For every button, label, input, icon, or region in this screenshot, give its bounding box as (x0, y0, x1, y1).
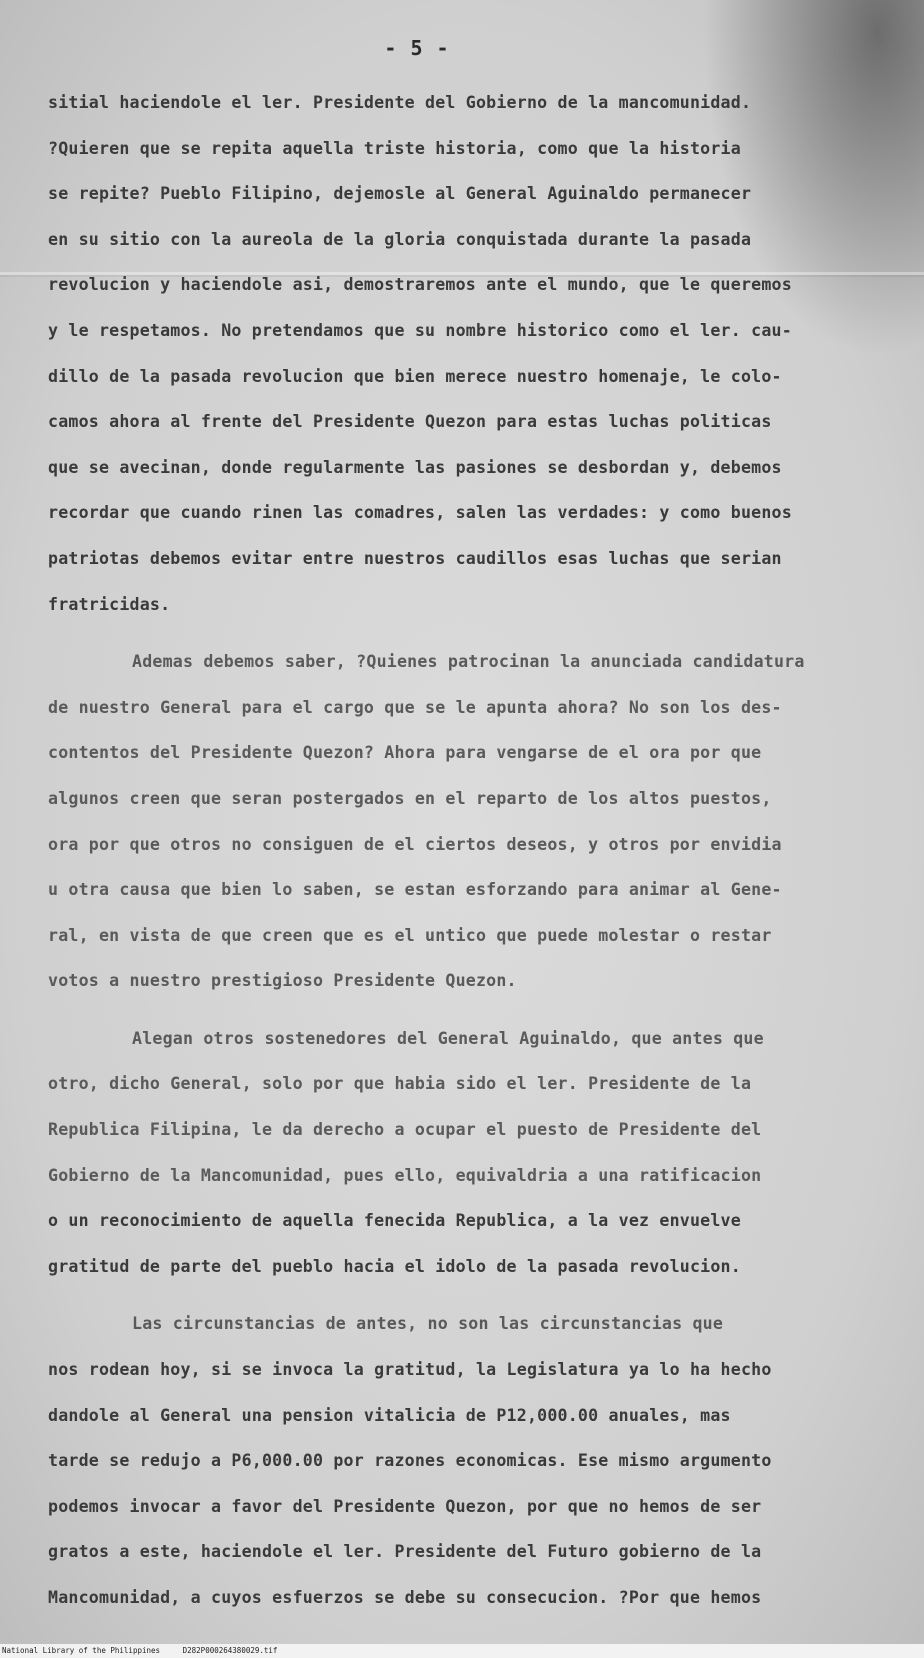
paragraph-gap (48, 627, 888, 639)
text-line: tarde se redujo a P6,000.00 por razones economicas. Ese mismo argumento (48, 1451, 772, 1471)
text-line: ral, en vista de que creen que es el untico que puede molestar o restar (48, 925, 772, 945)
text-line: Las circunstancias de antes, no son las circunstancias que (132, 1314, 724, 1334)
page-number: - 5 - (384, 36, 450, 60)
text-line: que se avecinan, donde regularmente las pasiones se desbordan y, debemos (48, 457, 782, 477)
text-line: Gobierno de la Mancomunidad, pues ello, equivaldria a una ratificacion (48, 1165, 762, 1185)
text-line: Mancomunidad, a cuyos esfuerzos se debe su consecucion. ?Por que hemos (48, 1588, 762, 1607)
text-line: otro, dicho General, solo por que habia sido el ler. Presidente de la (48, 1074, 752, 1094)
text-line: fratricidas. (48, 594, 171, 614)
text-line: gratitud de parte del pueblo hacia el idolo de la pasada revolucion. (48, 1256, 741, 1276)
text-line: dillo de la pasada revolucion que bien merece nuestro homenaje, le colo- (48, 366, 782, 386)
text-line: de nuestro General para el cargo que se le apunta ahora? No son los des- (48, 697, 782, 717)
text-line: gratos a este, haciendole el ler. Presidente del Futuro gobierno de la (48, 1542, 762, 1562)
text-line: dandole al General una pension vitalicia de P12,000.00 anuales, mas (48, 1405, 731, 1425)
text-line: nos rodean hoy, si se invoca la gratitud, la Legislatura ya lo ha hecho (48, 1360, 772, 1380)
text-line: y le respetamos. No pretendamos que su nombre historico como el ler. cau- (48, 320, 792, 340)
text-line: contentos del Presidente Quezon? Ahora para vengarse de el ora por que (48, 743, 762, 763)
typewritten-body (48, 80, 888, 1621)
text-line: Republica Filipina, le da derecho a ocupar el puesto de Presidente del (48, 1120, 762, 1140)
text-line: camos ahora al frente del Presidente Quezon para estas luchas politicas (48, 412, 772, 432)
text-line: o un reconocimiento de aquella fenecida Republica, a la vez envuelve (48, 1211, 741, 1231)
paragraph-gap (48, 1004, 888, 1016)
text-line: recordar que cuando rinen las comadres, salen las verdades: y como buenos (48, 503, 792, 523)
text-line: ?Quieren que se repita aquella triste historia, como que la historia (48, 138, 741, 158)
paragraph-gap (48, 1289, 888, 1301)
text-line: se repite? Pueblo Filipino, dejemosle al General Aguinaldo permanecer (48, 184, 752, 204)
text-line: votos a nuestro prestigioso Presidente Quezon. (48, 971, 517, 991)
text-line: revolucion y haciendole asi, demostraremos ante el mundo, que le queremos (48, 275, 792, 295)
text-line: ora por que otros no consiguen de el ciertos deseos, y otros por envidia (48, 834, 782, 854)
text-line: Ademas debemos saber, ?Quienes patrocinan la anunciada candidatura (132, 652, 805, 672)
text-line: sitial haciendole el ler. Presidente del Gobierno de la mancomunidad. (48, 93, 752, 112)
text-line: u otra causa que bien lo saben, se estan esforzando para animar al Gene- (48, 880, 782, 900)
text-line: podemos invocar a favor del Presidente Quezon, por que no hemos de ser (48, 1496, 762, 1516)
archive-footer: National Library of the Philippines D282P000264380029.tif (0, 1644, 924, 1658)
text-line: Alegan otros sostenedores del General Aguinaldo, que antes que (132, 1028, 764, 1048)
text-line: patriotas debemos evitar entre nuestros caudillos esas luchas que serian (48, 548, 782, 568)
text-line: en su sitio con la aureola de la gloria conquistada durante la pasada (48, 229, 752, 249)
text-line: algunos creen que seran postergados en el reparto de los altos puestos, (48, 788, 772, 808)
